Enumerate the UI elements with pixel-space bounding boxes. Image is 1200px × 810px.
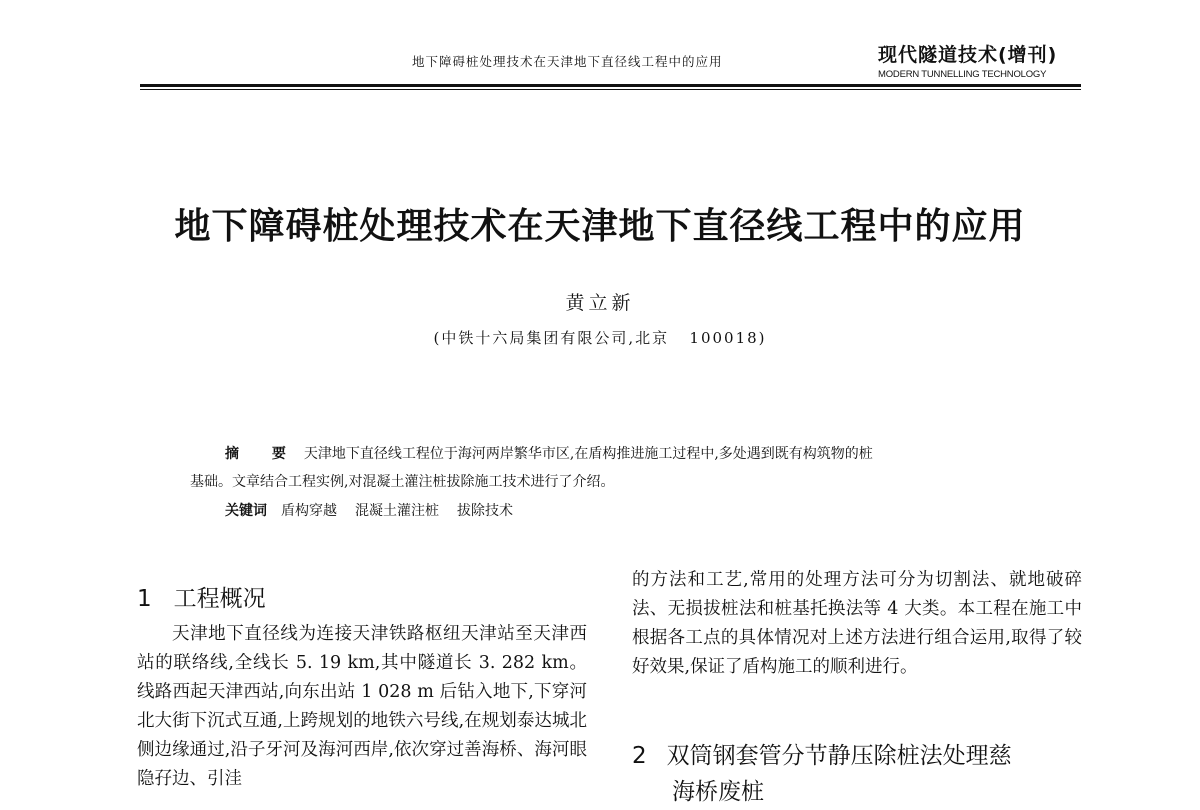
- running-title: 地下障碍桩处理技术在天津地下直径线工程中的应用: [412, 54, 723, 69]
- keyword-item: 盾构穿越: [281, 503, 337, 519]
- abstract-line-1: [190, 440, 1040, 468]
- section-number: 2: [632, 743, 647, 769]
- abstract-line-2: 基础。文章结合工程实例,对混凝土灌注桩拔除施工技术进行了介绍。: [190, 474, 615, 490]
- article-title: 地下障碍桩处理技术在天津地下直径线工程中的应用: [174, 206, 1026, 247]
- journal-name-english: MODERN TUNNELLING TECHNOLOGY: [878, 69, 1047, 80]
- keyword-item: 混凝土灌注桩: [355, 503, 439, 519]
- journal-name: 现代隧道技术(增刊): [878, 44, 1058, 66]
- keywords: [225, 500, 531, 520]
- section-title: 工程概况: [173, 586, 266, 612]
- right-column: [632, 566, 1082, 682]
- header-rule-thin: [140, 89, 1081, 90]
- keywords-label: 关键词: [225, 503, 267, 519]
- abstract-text-1: 天津地下直径线工程位于海河两岸繁华市区,在盾构推进施工过程中,多处遇到既有构筑物的桩: [303, 446, 873, 462]
- section-number: 1: [137, 586, 152, 612]
- right-column-paragraph: 的方法和工艺,常用的处理方法可分为切割法、就地破碎法、无损拔桩法和桩基托换法等 4 大类。本工程在施工中根据各工点的具体情况对上述方法进行组合运用,取得了较好效果,保证了盾构施工的顺利进行。: [632, 570, 1082, 677]
- header-rule-thick: [140, 84, 1081, 87]
- abstract-label: 摘 要: [225, 446, 300, 462]
- section-title-line-2: 海桥废桩: [672, 779, 764, 805]
- section-2-heading: [632, 738, 1092, 810]
- author-name: 黄立新: [565, 292, 635, 314]
- section-title-line-1: 双筒钢套管分节静压除桩法处理慈: [666, 743, 1012, 769]
- section-1-paragraph: 天津地下直径线为连接天津铁路枢纽天津站至天津西站的联络线,全线长 5. 19 km,其中隧道长 3. 282 km。线路西起天津西站,向东出站 1 028 m 后钻入地下,下穿河北大街下沉式互通,上跨规划的地铁六号线,在规划泰达城北侧边缘通过,沿子牙河及海河西岸,依次穿过善海桥、海河眼隐孖边、引洼: [137, 624, 587, 789]
- left-column: [137, 620, 587, 794]
- keyword-item: 拔除技术: [457, 503, 513, 519]
- abstract: [190, 440, 1040, 496]
- author-affiliation: (中铁十六局集团有限公司,北京 100018): [433, 329, 767, 347]
- section-1-heading: [137, 580, 266, 613]
